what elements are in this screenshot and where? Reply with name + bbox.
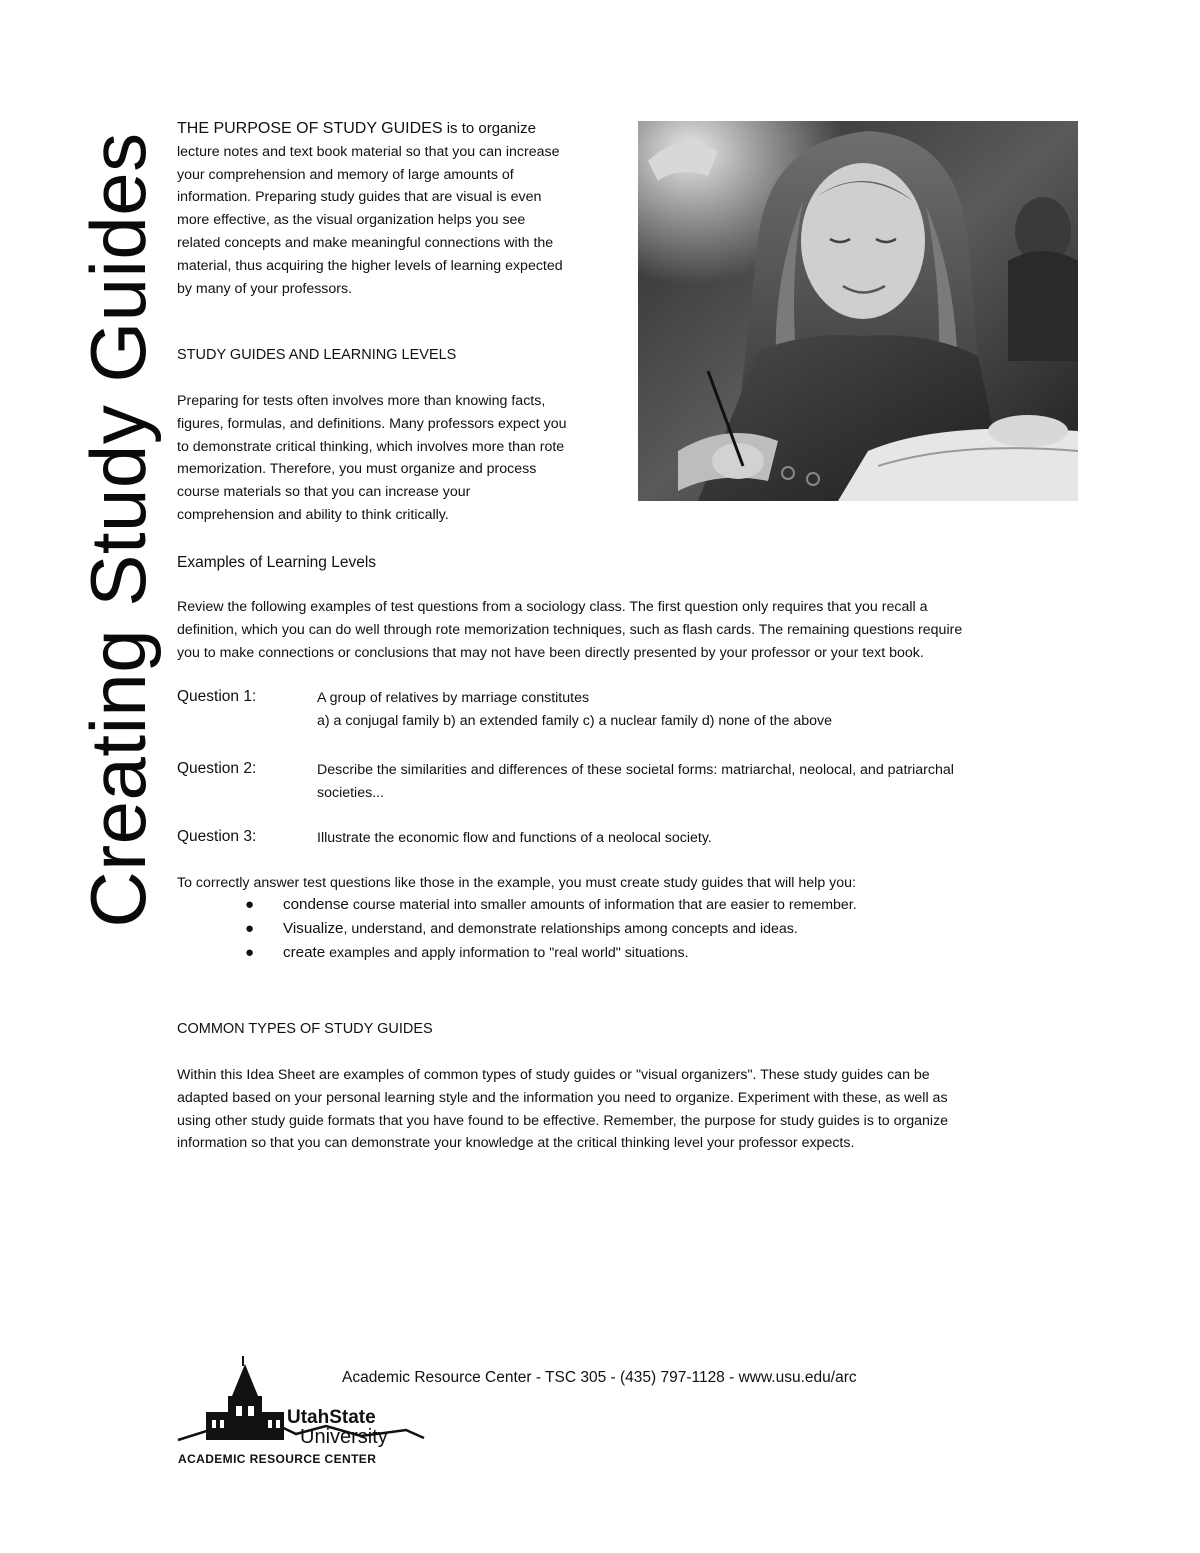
paragraph-line: Preparing for tests often involves more than knowing facts, [177,393,546,409]
intro-line: by many of your professors. [177,280,353,297]
bullet-keyword: condense [283,896,349,913]
intro-lead-caps: THE PURPOSE OF STUDY GUIDES [177,120,443,137]
bullet-icon: ● [245,920,255,937]
study-guide-benefits-list [245,893,857,965]
intro-line: lecture notes and text book material so that you can increase [177,143,560,160]
paragraph-line: using other study guide formats that you have found to be effective. Remember, the purpose for study guides is to organize [177,1112,949,1129]
bullet-text: course material into smaller amounts of information that are easier to remember. [348,897,857,913]
bullet-text: examples and apply information to "real world" situations. [325,945,689,961]
paragraph-line: Within this Idea Sheet are examples of common types of study guides or "visual organizers". These study guides can be [177,1067,930,1083]
paragraph-line: comprehension and ability to think critically. [177,506,449,523]
student-writing-photo [638,121,1078,501]
question-line: Illustrate the economic flow and functions of a neolocal society. [317,830,712,846]
paragraph-line: you to make connections or conclusions that may not have been directly presented by your professor or your text book. [177,644,924,661]
intro-line: information. Preparing study guides that are visual is even [177,189,542,206]
question-1-text [317,687,1077,733]
question-line: societies... [317,784,385,801]
list-item [245,917,857,941]
bullet-keyword: Visualize [283,920,344,937]
intro-paragraph [177,118,627,300]
question-3-text [317,827,1077,850]
question-line: a) a conjugal family b) an extended family c) a nuclear family d) none of the above [317,712,832,729]
paragraph-line: adapted based on your personal learning style and the information you need to organize. Experiment with these, as well as [177,1089,948,1106]
bullet-keyword: create [283,944,326,961]
paragraph-line: to demonstrate critical thinking, which involves more than rote [177,438,565,455]
common-types-paragraph [177,1064,1077,1155]
intro-line: related concepts and make meaningful connections with the [177,234,554,251]
paragraph-line: memorization. Therefore, you must organize and process [177,461,537,478]
logo-text-utahstate: UtahState [287,1407,376,1428]
answer-intro: To correctly answer test questions like those in the example, you must create study guides that will help you: [177,875,856,891]
section-heading-learning-levels: STUDY GUIDES AND LEARNING LEVELS [177,347,457,363]
section-heading-common-types: COMMON TYPES OF STUDY GUIDES [177,1021,433,1037]
examples-paragraph [177,596,1077,664]
question-2-text [317,759,1077,805]
intro-first-line [177,118,627,141]
bullet-icon: ● [245,944,255,961]
paragraph-line: information so that you can demonstrate your knowledge at the critical thinking level your professor expects. [177,1135,855,1152]
question-2-label: Question 2: [177,760,257,777]
question-1-label: Question 1: [177,688,257,705]
bullet-icon: ● [245,896,255,913]
intro-line: your comprehension and memory of large amounts of [177,166,514,183]
question-line: Describe the similarities and differences of these societal forms: matriarchal, neolocal, and patriarchal [317,762,954,778]
paragraph-line: figures, formulas, and definitions. Many professors expect you [177,415,567,432]
question-line: A group of relatives by marriage constitutes [317,690,590,706]
logo-text-arc: ACADEMIC RESOURCE CENTER [178,1452,377,1466]
footer-contact: Academic Resource Center - TSC 305 - (435) 797-1128 - www.usu.edu/arc [342,1369,857,1386]
paragraph-line: definition, which you can do well through rote memorization techniques, such as flash cards. The remaining questions require [177,621,963,638]
examples-heading: Examples of Learning Levels [177,554,377,571]
paragraph-line: course materials so that you can increase your [177,484,471,501]
question-3-label: Question 3: [177,828,257,845]
bullet-text: , understand, and demonstrate relationships among concepts and ideas. [343,921,798,937]
paragraph-line: Review the following examples of test questions from a sociology class. The first question only requires that you recall a [177,599,928,615]
list-item [245,941,857,965]
page-title: Creating Study Guides [74,132,162,928]
list-item [245,893,857,917]
intro-lead-rest: is to organize [442,120,536,137]
learning-levels-paragraph [177,390,637,527]
intro-line: more effective, as the visual organization helps you see [177,212,526,229]
intro-line: material, thus acquiring the higher levels of learning expected [177,257,563,274]
logo-text-university: University [300,1426,388,1448]
